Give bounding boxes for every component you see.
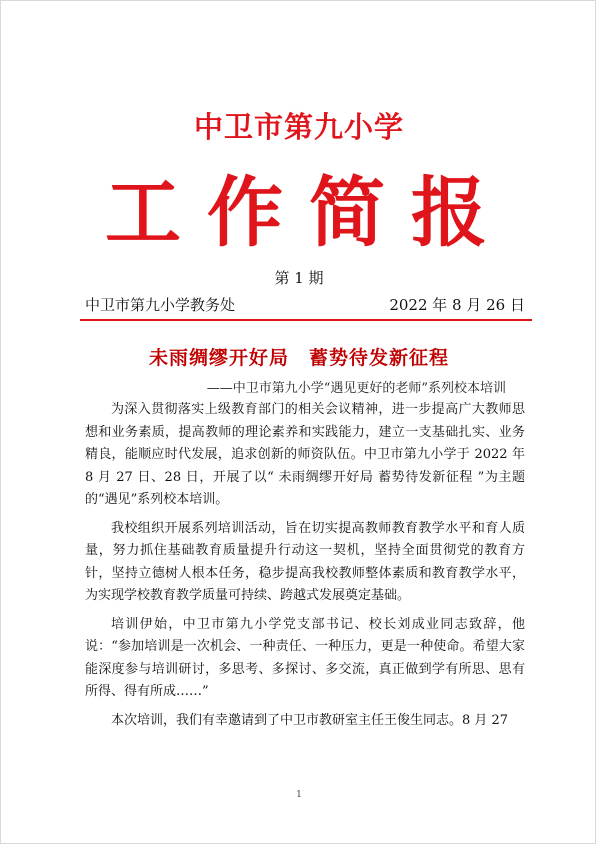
red-divider xyxy=(80,319,532,321)
paragraph: 为深入贯彻落实上级教育部门的相关会议精神，进一步提高广大教师思想和业务素质，提高教师的理论素养和实践能力，建立一支基础扎实、业务精良，能顺应时代发展，追求创新的师资队伍。中卫市第九小学于 2022 年 8 月 27 日、28 日，开展了以“ 未雨绸缪开好局 蓄势待发新征程 ”为主题的“遇见”系列校本培训。 xyxy=(85,402,525,507)
article-subtitle: ——中卫市第九小学“遇见更好的老师”系列校本培训 xyxy=(206,381,506,396)
paragraph: 本次培训，我们有幸邀请到了中卫市教研室主任王俊生同志。8 月 27 xyxy=(111,712,509,728)
paragraph: 我校组织开展系列培训活动，旨在切实提高教师教育教学水平和育人质量，努力抓住基础教育质量提升行动这一契机，坚持全面贯彻党的教育方针，坚持立德树人根本任务，稳步提高我校教师整体素质和教育教学水平，为实现学校教育教学质量可持续、跨越式发展奠定基础。 xyxy=(85,520,525,603)
school-title: 中卫市第九小学 xyxy=(193,110,404,144)
paragraph: 培训伊始，中卫市第九小学党支部书记、校长刘成业同志致辞，他说：“参加培训是一次机会、一种责任、一种压力，更是一种使命。希望大家能深度参与培训研讨，多思考、多探讨、多交流，真正做到学有所思、思有所得、得有所成……” xyxy=(85,616,525,699)
issue-date: 2022 年 8 月 26 日 xyxy=(389,296,525,314)
article-title: 未雨绸缪开好局 蓄势待发新征程 xyxy=(148,347,449,369)
issue-number: 第 1 期 xyxy=(274,269,324,287)
article-body xyxy=(85,399,525,738)
page-number: 1 xyxy=(296,790,302,800)
bulletin-title: 工作简报 xyxy=(105,168,513,257)
department-name: 中卫市第九小学教务处 xyxy=(85,296,236,314)
